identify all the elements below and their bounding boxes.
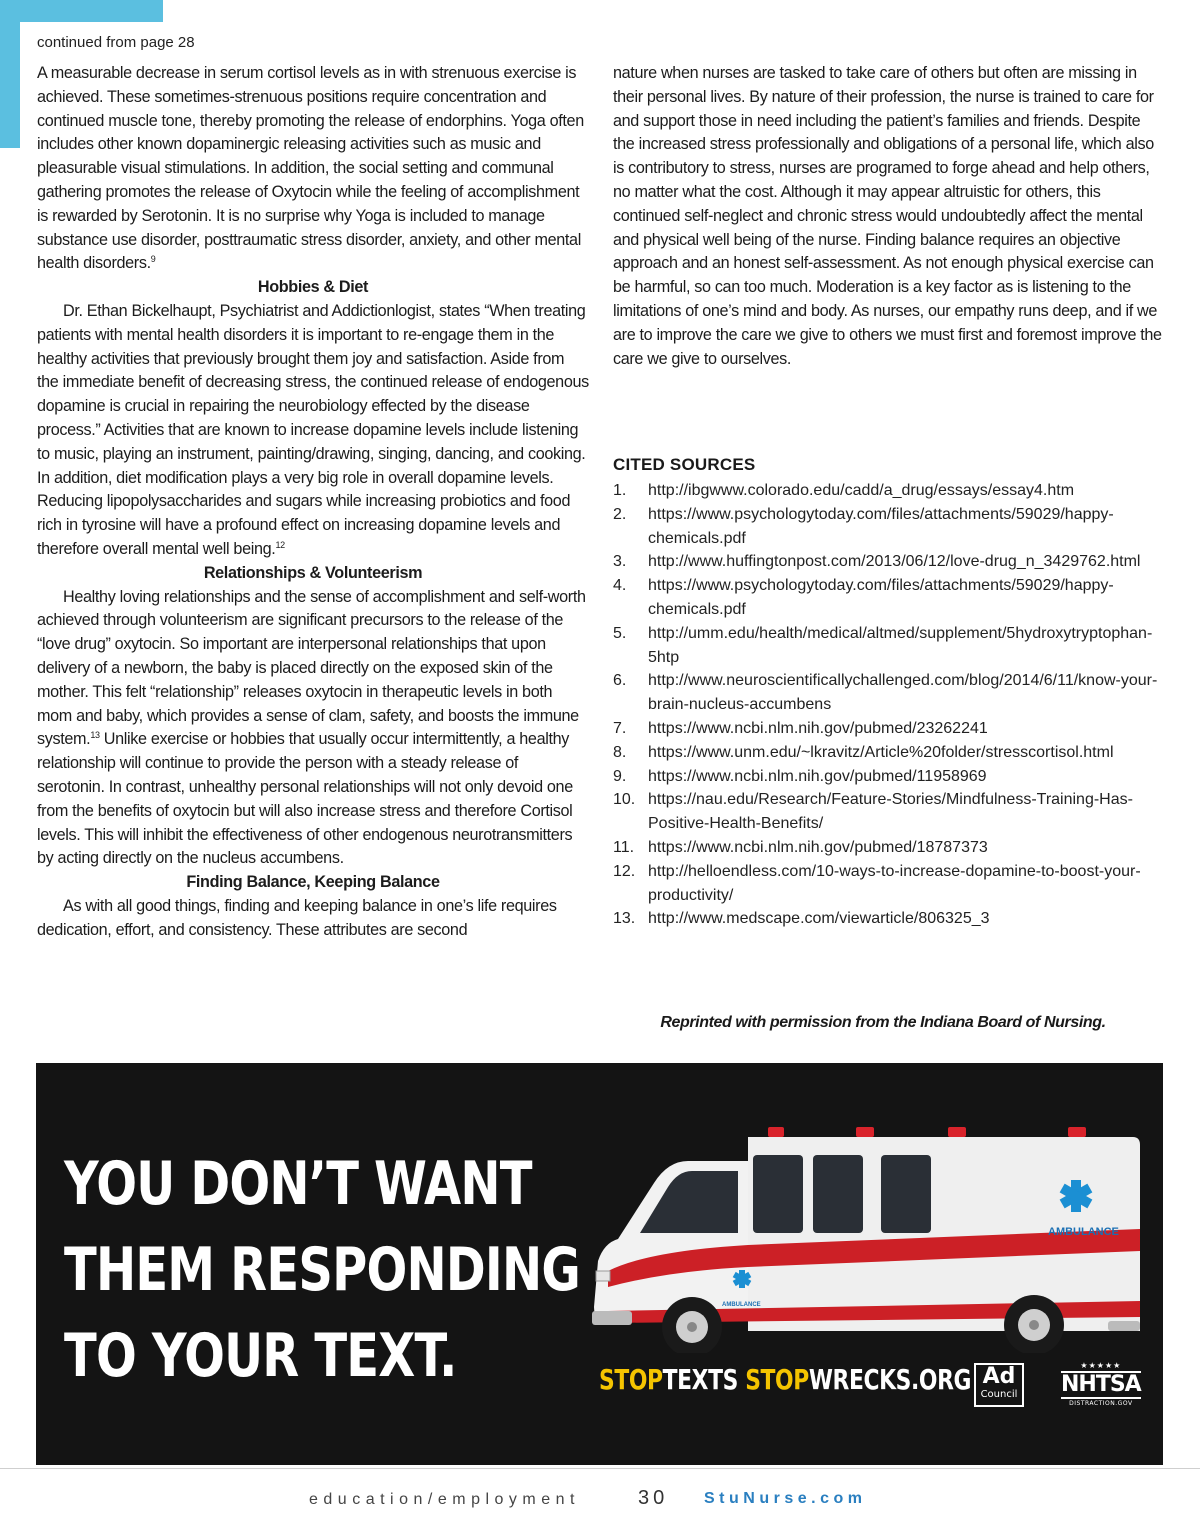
accent-bar <box>0 0 20 148</box>
citation-url[interactable]: http://www.huffingtonpost.com/2013/06/12/love-drug_n_3429762.html <box>648 553 1141 571</box>
citation-number: 3. <box>613 553 627 571</box>
paragraph <box>37 300 589 562</box>
paragraph <box>37 62 589 276</box>
citation-number: 8. <box>613 743 627 761</box>
citation-url[interactable]: https://nau.edu/Research/Feature-Stories/Mindfulness-Training-Has-Positive-Health-Benefits/ <box>648 791 1133 833</box>
section-heading-balance: Finding Balance, Keeping Balance <box>186 873 440 892</box>
paragraph-text: Dr. Ethan Bickelhaupt, Psychiatrist and Addictionlogist, states “When treating patients with mental health disorders it is important to re-engage them in the healthy activities that previously brought them joy and satisfaction. Aside from the immediate benefit of decreasing stress, the continued release of endogenous dopamine is crucial in repairing the neurobiology effected by the disease process.” Activities that are known to increase dopamine levels include listening to music, playing an instrument, painting/drawing, singing, dancing, and cooking. In addition, diet modification plays a very big role in overall dopamine levels. Reducing lipopolysaccharides and sugars while increasing probiotics and food rich in tyrosine will have a profound effect on increasing dopamine levels and therefore overall mental well being. <box>37 301 589 558</box>
citation-number: 1. <box>613 482 627 499</box>
citation-number: 4. <box>613 577 627 595</box>
paragraph-text: Healthy loving relationships and the sense of accomplishment and self-worth achieved through volunteerism are significant precursors to the release of the “love drug” oxytocin. So important are interpersonal relationships that upon delivery of a newborn, the baby is placed directly on the exposed skin of the mother. This felt “relationship” releases oxytocin in therapeutic levels in both mom and baby, which provides a sense of clam, safety, and boosts the immune system. <box>37 587 586 749</box>
ad-headline-line: YOU DON’T WANT <box>64 1149 532 1219</box>
citation-item <box>613 765 1173 789</box>
ad-council-logo-text: Ad <box>982 1364 1016 1389</box>
citation-item <box>613 860 1173 908</box>
nhtsa-name: NHTSA <box>1061 1372 1141 1397</box>
paragraph-text: Unlike exercise or hobbies that usually occur intermittently, a healthy relationship will continue to provide the person with a steady release of serotonin. In contrast, unhealthy personal relationships will not only devoid one from the benefits of oxytocin but will also increase stress and therefore Cortisol levels. This will inhibit the effectiveness of other endogenous neurotransmitters by acting directly on the nucleus accumbens. <box>37 730 573 868</box>
tagline-wrecks: WRECKS.ORG <box>808 1363 972 1396</box>
citation-url[interactable]: http://umm.edu/health/medical/altmed/supplement/5hydroxytryptophan-5htp <box>648 624 1153 666</box>
ad-council-logo <box>974 1363 1024 1407</box>
citation-item <box>613 669 1173 717</box>
cited-sources-list <box>613 479 1173 931</box>
reference-mark: 13 <box>90 730 100 741</box>
reference-mark: 12 <box>275 539 285 550</box>
citation-url[interactable]: https://www.ncbi.nlm.nih.gov/pubmed/11958969 <box>648 767 987 785</box>
paragraph-text: A measurable decrease in serum cortisol levels as in with strenuous exercise is achieved. These sometimes-strenuous positions require concentration and continued muscle tone, thereby promoting the release of endorphins. Yoga often includes other known dopaminergic releasing activities such as music and pleasurable visual stimulations. In addition, the social setting and communal gathering promotes the release of Oxytocin while the feeling of accomplishment is rewarded by Serotonin. It is no surprise why Yoga is included to manage substance use disorder, posttraumatic stress disorder, anxiety, and other mental health disorders. <box>37 64 584 273</box>
advertisement[interactable] <box>36 1063 1163 1465</box>
ad-headline <box>64 1141 604 1399</box>
section-heading-hobbies: Hobbies & Diet <box>257 278 369 297</box>
citation-item <box>613 503 1173 551</box>
reprint-notice: Reprinted with permission from the Indiana Board of Nursing. <box>660 1014 1106 1031</box>
citation-item <box>613 479 1173 503</box>
tagline-stop: STOP <box>599 1363 663 1396</box>
citation-item <box>613 622 1173 670</box>
ambulance-side-label: AMBULANCE <box>1048 1226 1119 1238</box>
paragraph: As with all good things, finding and keeping balance in one’s life requires dedication, effort, and consistency. These attributes are second <box>37 896 557 939</box>
continued-note: continued from page 28 <box>37 34 195 51</box>
citation-url[interactable]: http://www.neuroscientificallychallenged.com/blog/2014/6/11/know-your-brain-nucleus-accumbens <box>648 672 1158 714</box>
citation-url[interactable]: http://helloendless.com/10-ways-to-increase-dopamine-to-boost-your-productivity/ <box>648 862 1141 904</box>
citation-number: 6. <box>613 672 627 690</box>
cited-sources-title: CITED SOURCES <box>613 455 756 474</box>
tagline-texts: TEXTS <box>662 1363 738 1396</box>
citation-url[interactable]: https://www.psychologytoday.com/files/attachments/59029/happy-chemicals.pdf <box>648 577 1114 618</box>
citation-item <box>613 907 1173 931</box>
nhtsa-stars: ★★★★★ <box>1080 1361 1122 1370</box>
citation-item <box>613 836 1173 860</box>
footer-brand[interactable]: StuNurse.com <box>704 1490 867 1507</box>
citation-number: 9. <box>613 767 627 785</box>
citation-url[interactable]: http://ibgwww.colorado.edu/cadd/a_drug/essays/essay4.htm <box>648 482 1075 499</box>
tagline-stop: STOP <box>745 1363 809 1396</box>
citation-item <box>613 741 1173 765</box>
citation-number: 11. <box>613 838 635 856</box>
nhtsa-logo <box>1061 1361 1141 1408</box>
citation-number: 12. <box>613 862 636 880</box>
citation-url[interactable]: https://www.ncbi.nlm.nih.gov/pubmed/18787373 <box>648 838 988 856</box>
citation-number: 2. <box>613 505 627 523</box>
right-column <box>613 62 1165 371</box>
ad-headline-line: TO YOUR TEXT. <box>64 1321 457 1391</box>
accent-tab <box>0 0 163 22</box>
citation-item <box>613 717 1173 741</box>
cited-sources <box>613 455 1173 931</box>
paragraph: nature when nurses are tasked to take care of others but often are missing in their personal lives. By nature of their profession, the nurse is trained to care for and support those in need including the patient’s families and friends. Despite the increased stress professionally and obligations of a personal life, which also is contributory to stress, nurses are programed to forge ahead and help others, no matter what the cost. Although it may appear altruistic for others, this continued self-neglect and chronic stress would undoubtedly affect the mental and physical well being of the nurse. Finding balance requires an objective approach and an honest self-assessment. As not enough physical exercise can be harmful, so can too much. Moderation is a key factor as is listening to the limitations of one’s mind and body. As nurses, our empathy runs deep, and if we are to improve the care we give to others we must first and foremost improve the care we give to ourselves. <box>613 64 1162 368</box>
ambulance-door-label: AMBULANCE <box>722 1302 761 1308</box>
nhtsa-subtext: DISTRACTION.GOV <box>1069 1400 1133 1407</box>
citation-number: 13. <box>613 910 636 928</box>
citation-number: 5. <box>613 624 627 642</box>
ad-headline-line: THEM RESPONDING <box>64 1235 580 1305</box>
page-number: 30 <box>638 1487 669 1509</box>
citation-item <box>613 574 1173 622</box>
citation-url[interactable]: https://www.psychologytoday.com/files/attachments/59029/happy-chemicals.pdf <box>648 505 1114 547</box>
citation-item <box>613 550 1173 574</box>
citation-url[interactable]: http://www.medscape.com/viewarticle/806325_3 <box>648 910 990 928</box>
section-heading-relationships: Relationships & Volunteerism <box>203 563 423 582</box>
ad-council-logo-subtext: Council <box>980 1389 1018 1400</box>
left-column <box>37 62 589 942</box>
ambulance-illustration <box>588 1121 1148 1353</box>
citation-url[interactable]: https://www.ncbi.nlm.nih.gov/pubmed/23262241 <box>648 719 988 737</box>
citation-url[interactable]: https://www.unm.edu/~lkravitz/Article%20folder/stresscortisol.html <box>648 743 1114 761</box>
citation-number: 10. <box>613 791 636 809</box>
reference-mark: 9 <box>150 254 156 265</box>
citation-number: 7. <box>613 719 627 737</box>
footer-section: education/employment <box>309 1491 580 1508</box>
ad-tagline-link[interactable] <box>599 1363 971 1396</box>
footer-divider <box>0 1468 1200 1469</box>
paragraph <box>37 586 589 872</box>
citation-item <box>613 788 1173 836</box>
